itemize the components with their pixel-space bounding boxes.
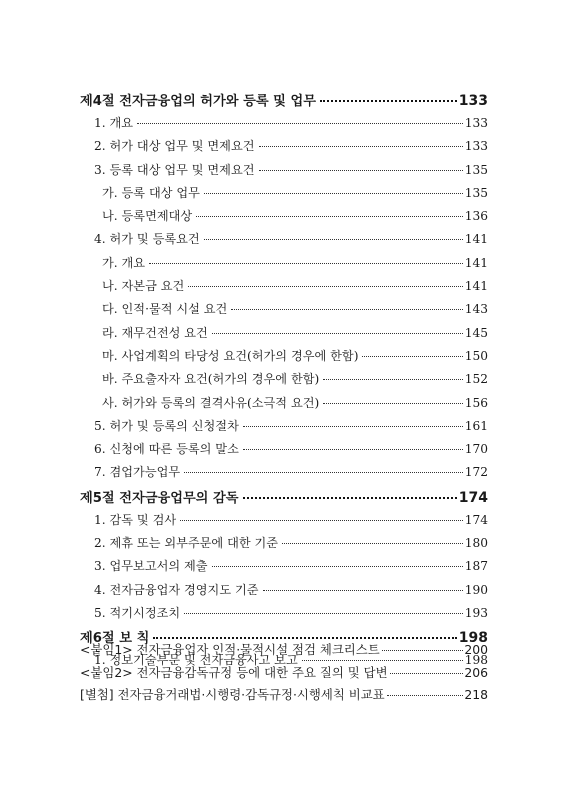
dot-leader xyxy=(259,170,463,171)
toc-item-title: 2. 허가 대상 업무 및 면제요건 xyxy=(94,139,255,154)
toc-item xyxy=(80,440,488,463)
toc-item-page-number: 133 xyxy=(464,139,488,154)
toc-subitem-page-number: 141 xyxy=(464,255,488,270)
toc-subitem-page-number: 150 xyxy=(464,348,488,363)
dot-leader xyxy=(362,356,462,357)
toc-subitem xyxy=(80,370,488,393)
toc-item-page-number: 187 xyxy=(464,559,488,574)
dot-leader xyxy=(323,403,462,404)
toc-item-title: 7. 겸업가능업무 xyxy=(94,465,181,480)
toc-item-title: 1. 개요 xyxy=(94,116,134,130)
toc-subitem-title: 라. 재무건전성 요건 xyxy=(102,325,208,340)
dot-leader xyxy=(282,543,463,544)
dot-leader xyxy=(149,263,463,264)
toc-item xyxy=(80,137,488,160)
dot-leader xyxy=(231,309,462,310)
toc-item-page-number: 174 xyxy=(464,512,488,527)
dot-leader xyxy=(382,650,464,651)
toc-item xyxy=(80,114,488,137)
toc-subitem-page-number: 141 xyxy=(464,279,488,294)
toc-item-page-number: 135 xyxy=(464,162,488,177)
dot-leader xyxy=(320,100,457,102)
toc-subitem-title: 다. 인적·물적 시설 요건 xyxy=(102,302,228,317)
toc-item xyxy=(80,581,488,604)
toc-item-title: 5. 적기시정조치 xyxy=(94,605,181,620)
toc-item xyxy=(80,557,488,580)
appendix-list xyxy=(80,640,488,708)
toc-item-title: 6. 신청에 따른 등록의 말소 xyxy=(94,442,239,457)
toc-subitem-page-number: 145 xyxy=(464,325,488,340)
toc-subitem-title: 가. 개요 xyxy=(102,255,146,270)
toc-item-title: 5. 허가 및 등록의 신청절차 xyxy=(94,418,239,433)
dot-leader xyxy=(243,449,463,450)
appendix-item-page-number: 200 xyxy=(464,642,488,657)
toc-subitem xyxy=(80,324,488,347)
appendix-item xyxy=(80,640,488,663)
toc-subitem-title: 바. 주요출자자 요건(허가의 경우에 한함) xyxy=(102,372,320,387)
toc-subitem-title: 가. 등록 대상 업무 xyxy=(102,185,200,200)
dot-leader xyxy=(390,673,464,674)
toc-item xyxy=(80,534,488,557)
dot-leader xyxy=(212,333,463,334)
appendix-item-title: <붙임2> 전자금융감독규정 등에 대한 주요 질의 및 답변 xyxy=(80,664,388,680)
toc-subitem-page-number: 143 xyxy=(464,302,488,317)
toc-item-page-number: 190 xyxy=(464,582,488,597)
dot-leader xyxy=(259,146,463,147)
toc-item xyxy=(80,230,488,253)
toc-item xyxy=(80,511,488,534)
appendix-item xyxy=(80,685,488,708)
toc-subitem-title: 사. 허가와 등록의 결격사유(소극적 요건) xyxy=(102,395,320,410)
toc-subitem-page-number: 136 xyxy=(464,209,488,224)
dot-leader xyxy=(180,520,463,521)
toc-item-page-number: 133 xyxy=(464,116,488,130)
toc-item-page-number: 161 xyxy=(464,418,488,433)
dot-leader xyxy=(204,193,463,194)
dot-leader xyxy=(184,472,463,473)
toc-section-heading-page-number: 133 xyxy=(458,93,488,109)
dot-leader xyxy=(188,286,462,287)
appendix-item xyxy=(80,663,488,686)
toc-item xyxy=(80,463,488,486)
dot-leader xyxy=(137,123,463,124)
toc-item xyxy=(80,604,488,627)
toc-section-heading-title: 제4절 전자금융업의 허가와 등록 및 업무 xyxy=(80,94,316,109)
dot-leader xyxy=(243,426,463,427)
toc-item-title: 3. 업무보고서의 제출 xyxy=(94,559,208,574)
toc-subitem xyxy=(80,300,488,323)
table-of-contents xyxy=(80,90,488,675)
dot-leader xyxy=(184,613,463,614)
toc-subitem-title: 마. 사업계획의 타당성 요건(허가의 경우에 한함) xyxy=(102,348,359,363)
toc-subitem xyxy=(80,207,488,230)
toc-subitem xyxy=(80,277,488,300)
toc-subitem-title: 나. 등록면제대상 xyxy=(102,209,193,224)
toc-item-page-number: 198 xyxy=(464,653,488,668)
toc-item xyxy=(80,161,488,184)
toc-item-title: 2. 제휴 또는 외부주문에 대한 기준 xyxy=(94,536,279,551)
dot-leader xyxy=(263,590,463,591)
appendix-item-page-number: 206 xyxy=(464,664,488,680)
dot-leader xyxy=(323,379,462,380)
toc-item-page-number: 193 xyxy=(464,605,488,620)
dot-leader xyxy=(204,239,463,240)
toc-item-page-number: 172 xyxy=(464,465,488,480)
appendix-item-title: [별첨] 전자금융거래법·시행령·감독규정·시행세칙 비교표 xyxy=(80,687,385,702)
dot-leader xyxy=(212,566,463,567)
dot-leader xyxy=(243,497,457,499)
toc-item-title: 3. 등록 대상 업무 및 면제요건 xyxy=(94,162,255,177)
toc-item-title: 1. 정보기술부문 및 전자금융사고 보고 xyxy=(94,653,298,668)
toc-item-title: 4. 전자금융업자 경영지도 기준 xyxy=(94,582,259,597)
toc-subitem xyxy=(80,347,488,370)
toc-subitem xyxy=(80,254,488,277)
toc-item-title: 4. 허가 및 등록요건 xyxy=(94,232,200,247)
toc-item-page-number: 170 xyxy=(464,442,488,457)
appendix-item-page-number: 218 xyxy=(464,687,488,702)
toc-subitem xyxy=(80,184,488,207)
toc-item xyxy=(80,417,488,440)
appendix-item-title: <붙임1> 전자금융업자 인적·물적시설 점검 체크리스트 xyxy=(80,642,380,657)
toc-section-heading-page-number: 174 xyxy=(458,489,488,506)
toc-item-page-number: 141 xyxy=(464,232,488,247)
toc-item-title: 1. 감독 및 검사 xyxy=(94,512,177,527)
toc-item-page-number: 180 xyxy=(464,536,488,551)
toc-section-heading-title: 제6절 보 칙 xyxy=(80,631,150,647)
toc-subitem-page-number: 152 xyxy=(464,372,488,387)
toc-section-heading xyxy=(80,487,488,511)
toc-section-heading xyxy=(80,90,488,114)
dot-leader xyxy=(196,216,463,217)
toc-subitem-title: 나. 자본금 요건 xyxy=(102,279,185,294)
dot-leader xyxy=(387,695,464,696)
dot-leader xyxy=(153,637,456,639)
toc-subitem-page-number: 135 xyxy=(464,185,488,200)
toc-section-heading-page-number: 198 xyxy=(458,630,488,647)
toc-subitem xyxy=(80,394,488,417)
toc-section-heading-title: 제5절 전자금융업무의 감독 xyxy=(80,490,239,506)
toc-subitem-page-number: 156 xyxy=(464,395,488,410)
